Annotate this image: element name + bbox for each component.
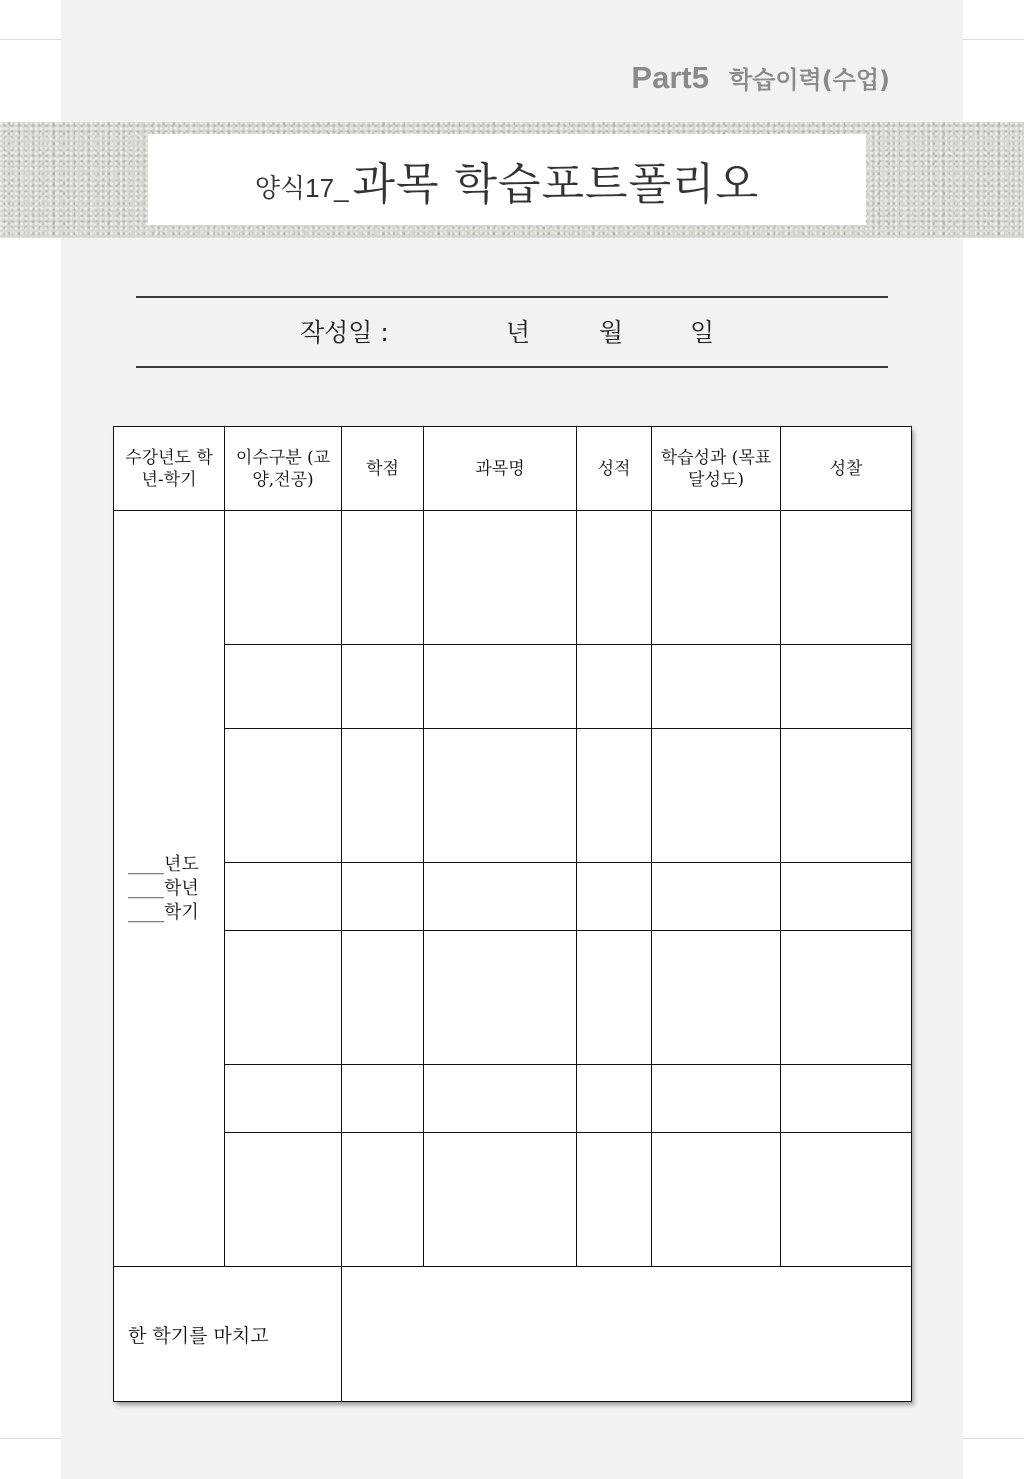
reflection-row xyxy=(114,1267,912,1402)
table-cell[interactable] xyxy=(577,511,652,645)
table-row xyxy=(114,1133,912,1267)
table-cell[interactable] xyxy=(225,1133,342,1267)
date-top-rule xyxy=(136,296,888,298)
part-label: Part5 xyxy=(631,60,709,95)
semester-cell xyxy=(114,511,225,1267)
table-row xyxy=(114,863,912,931)
date-bottom-rule xyxy=(136,366,888,368)
table-cell[interactable] xyxy=(652,863,781,931)
header-credits: 학점 xyxy=(342,427,424,511)
table-row xyxy=(114,729,912,863)
table-cell[interactable] xyxy=(577,729,652,863)
table-row xyxy=(114,645,912,729)
table-cell[interactable] xyxy=(652,1065,781,1133)
table-cell[interactable] xyxy=(781,931,912,1065)
table-cell[interactable] xyxy=(781,511,912,645)
portfolio-table-wrap xyxy=(113,426,911,1401)
semester-term-line: ____학기 xyxy=(128,901,199,923)
table-cell[interactable] xyxy=(225,1065,342,1133)
top-rule-right xyxy=(963,39,1024,40)
table-cell[interactable] xyxy=(781,1065,912,1133)
table-row xyxy=(114,511,912,645)
table-cell[interactable] xyxy=(424,1065,577,1133)
table-cell[interactable] xyxy=(424,931,577,1065)
date-month-label: 월 xyxy=(599,318,624,347)
table-cell[interactable] xyxy=(781,863,912,931)
form-number: 양식17_ xyxy=(254,173,349,203)
title-box xyxy=(148,134,866,225)
table-cell[interactable] xyxy=(225,863,342,931)
table-cell[interactable] xyxy=(225,729,342,863)
table-header-row xyxy=(114,427,912,511)
table-cell[interactable] xyxy=(342,1065,424,1133)
table-cell[interactable] xyxy=(781,729,912,863)
table-cell[interactable] xyxy=(225,511,342,645)
header-learning-outcome: 학습성과 (목표달성도) xyxy=(652,427,781,511)
table-row xyxy=(114,1065,912,1133)
bottom-rule-right xyxy=(963,1438,1024,1439)
header-grade: 성적 xyxy=(577,427,652,511)
date-day-label: 일 xyxy=(690,318,715,347)
table-cell[interactable] xyxy=(577,863,652,931)
reflection-cell[interactable] xyxy=(342,1267,912,1402)
table-cell[interactable] xyxy=(577,645,652,729)
header-reflection: 성찰 xyxy=(781,427,912,511)
table-cell[interactable] xyxy=(225,931,342,1065)
table-cell[interactable] xyxy=(225,645,342,729)
table-cell[interactable] xyxy=(424,511,577,645)
top-rule-left xyxy=(0,39,61,40)
table-cell[interactable] xyxy=(652,645,781,729)
table-cell[interactable] xyxy=(424,729,577,863)
table-cell[interactable] xyxy=(577,1133,652,1267)
table-cell[interactable] xyxy=(342,931,424,1065)
table-cell[interactable] xyxy=(577,931,652,1065)
form-title: 과목 학습포트폴리오 xyxy=(352,158,760,210)
semester-year-line: ____년도 xyxy=(128,853,199,875)
reflection-label: 한 학기를 마치고 xyxy=(114,1267,342,1402)
table-cell[interactable] xyxy=(781,1133,912,1267)
header-course-type: 이수구분 (교양,전공) xyxy=(225,427,342,511)
table-cell[interactable] xyxy=(424,863,577,931)
table-cell[interactable] xyxy=(342,863,424,931)
table-cell[interactable] xyxy=(342,1133,424,1267)
table-row xyxy=(114,931,912,1065)
table-cell[interactable] xyxy=(342,729,424,863)
table-cell[interactable] xyxy=(577,1065,652,1133)
table-cell[interactable] xyxy=(652,511,781,645)
header-year-term: 수강년도 학년-학기 xyxy=(114,427,225,511)
part-heading xyxy=(631,60,890,96)
portfolio-table xyxy=(113,426,912,1402)
table-cell[interactable] xyxy=(424,1133,577,1267)
date-year-label: 년 xyxy=(506,318,531,347)
table-cell[interactable] xyxy=(424,645,577,729)
bottom-rule-left xyxy=(0,1438,61,1439)
header-course-name: 과목명 xyxy=(424,427,577,511)
table-cell[interactable] xyxy=(652,729,781,863)
date-label: 작성일 : xyxy=(300,318,389,347)
table-cell[interactable] xyxy=(652,1133,781,1267)
table-cell[interactable] xyxy=(652,931,781,1065)
table-cell[interactable] xyxy=(781,645,912,729)
semester-grade-line: ____학년 xyxy=(128,877,199,899)
table-cell[interactable] xyxy=(342,511,424,645)
part-subtitle: 학습이력(수업) xyxy=(728,66,890,94)
table-cell[interactable] xyxy=(342,645,424,729)
